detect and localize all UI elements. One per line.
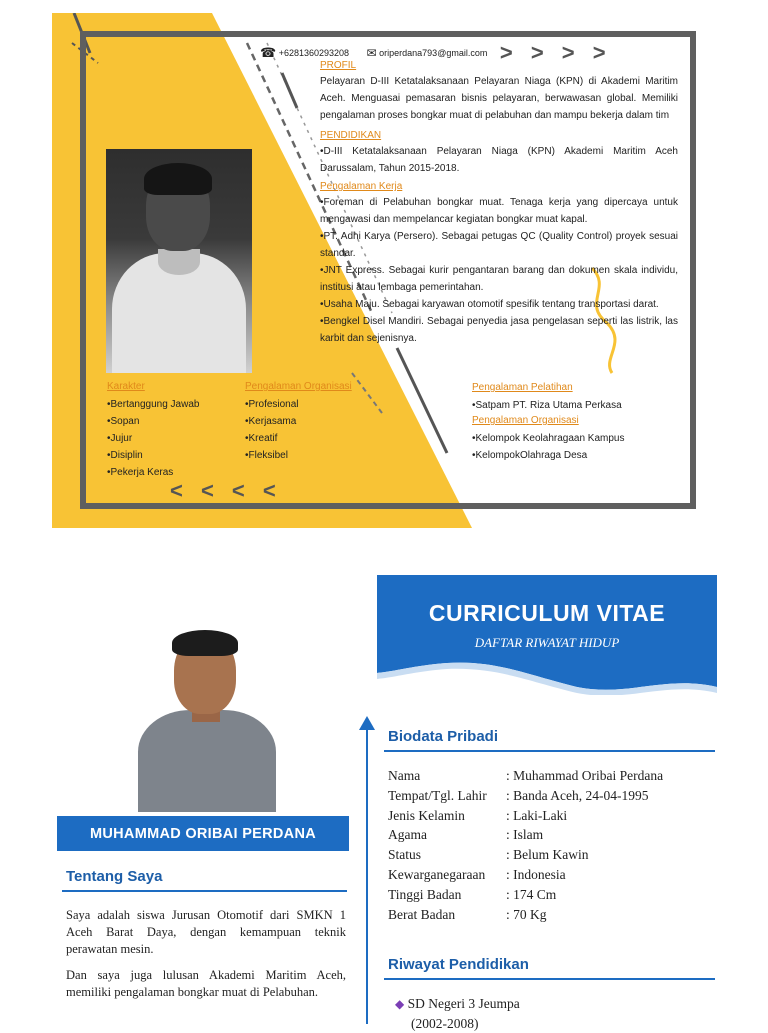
organisasi-right-heading: Pengalaman Organisasi — [472, 415, 579, 426]
email-icon: ✉ — [366, 46, 377, 60]
profil-text: Pelayaran D-III Ketatalaksanaan Pelayaran Niaga (KPN) di Akademi Maritim Aceh. Menguasai pemasaran bisnis pelayaran, berwawasan global. Memiliki pengalaman proses bongkar muat di pelabuhan dan mampu bekerja dalam tim — [320, 76, 678, 121]
biodata-key: Status — [388, 847, 422, 863]
cv-title: CURRICULUM VITAE — [428, 600, 666, 626]
biodata-value: : 174 Cm — [506, 886, 557, 902]
riwayat-pendidikan-rule — [384, 978, 715, 980]
pelatihan-heading: Pengalaman Pelatihan — [472, 382, 573, 393]
phone-icon: ☎ — [260, 45, 277, 60]
biodata-key: Nama — [388, 768, 421, 783]
pendidikan-item: •D-III Ketatalaksanaan Pelayaran Niaga (KPN) Akademi Maritim Aceh Darussalam, Tahun 2015-2018. — [320, 146, 678, 174]
pelatihan-section — [472, 381, 692, 464]
tentang-saya-paragraph-2: Dan saya juga lulusan Akademi Maritim Aceh, memiliki pengalaman bongkar muat di Pelabuhan. — [66, 968, 346, 999]
kerja-item: •Usaha Maju. Sebagai karyawan otomotif spesifik tentang transportasi darat. — [320, 299, 659, 310]
biodata-value: : Banda Aceh, 24-04-1995 — [506, 787, 649, 803]
chevron-right-icons: > > > > — [499, 40, 612, 65]
biodata-value: : Indonesia — [506, 866, 566, 882]
biodata-key: Tempat/Tgl. Lahir — [388, 787, 487, 803]
biodata-heading: Biodata Pribadi — [388, 728, 499, 745]
timeline-line — [366, 720, 368, 1024]
kerja-item: •Bengkel Disel Mandiri. Sebagai penyedia jasa pengelasan seperti las listrik, las karbit dan sejenisnya. — [320, 316, 678, 344]
karakter-item: •Sopan — [107, 416, 140, 427]
karakter-section — [107, 380, 242, 481]
riwayat-pendidikan-heading: Riwayat Pendidikan — [388, 956, 529, 973]
biodata-row — [388, 806, 663, 826]
karakter-item: •Disiplin — [107, 450, 143, 461]
biodata-row — [388, 825, 663, 845]
biodata-value: : Muhammad Oribai Perdana — [506, 768, 664, 783]
karakter-heading: Karakter — [107, 381, 145, 392]
cv-subtitle: DAFTAR RIWAYAT HIDUP — [474, 635, 620, 650]
profil-heading: PROFIL — [320, 60, 357, 71]
tentang-saya-rule — [62, 890, 347, 892]
profile-photo-bw — [106, 149, 252, 373]
biodata-row — [388, 786, 663, 806]
education-years: (2002-2008) — [411, 1016, 479, 1031]
organisasi-right-item: •Kelompok Keolahragaan Kampus — [472, 433, 625, 444]
biodata-value: : Laki-Laki — [506, 807, 568, 823]
biodata-value: : Islam — [506, 827, 544, 843]
cv-page-1 — [52, 13, 716, 528]
pengalaman-kerja-heading: Pengalaman Kerja — [320, 181, 403, 192]
biodata-table — [388, 766, 663, 924]
kerja-item: •Foreman di Pelabuhan bongkar muat. Tenaga kerja yang dipercaya untuk mengawasi dan mempelancar kegiatan bongkar muat kapal. — [320, 197, 678, 225]
arrow-up-icon — [359, 716, 375, 730]
biodata-value: : 70 Kg — [506, 906, 547, 922]
chevron-left-icons: < < < < — [170, 478, 282, 503]
biodata-key: Jenis Kelamin — [388, 807, 465, 823]
tentang-saya-paragraph-1: Saya adalah siswa Jurusan Otomotif dari SMKN 1 Aceh Barat Daya, dengan kemampuan teknik perawatan mesin. — [66, 908, 346, 956]
organisasi-left-item: •Kerjasama — [245, 416, 297, 427]
education-school: SD Negeri 3 Jeumpa — [407, 996, 520, 1011]
pendidikan-heading: PENDIDIKAN — [320, 130, 382, 141]
karakter-item: •Jujur — [107, 433, 133, 444]
biodata-row — [388, 865, 663, 885]
profile-photo-color — [134, 626, 280, 812]
phone-number: +6281360293208 — [278, 48, 350, 58]
organisasi-left-item: •Kreatif — [245, 433, 278, 444]
biodata-value: : Belum Kawin — [506, 847, 589, 863]
biodata-key: Berat Badan — [388, 906, 456, 922]
pelatihan-item: •Satpam PT. Riza Utama Perkasa — [472, 400, 622, 411]
diamond-bullet-icon: ◆ — [395, 997, 405, 1011]
kerja-item: •JNT Express. Sebagai kurir pengantaran barang dan dokumen skala individu, institusi atau lembaga pemerintahan. — [320, 265, 678, 293]
biodata-key: Tinggi Badan — [388, 886, 462, 902]
organisasi-right-item: •KelompokOlahraga Desa — [472, 450, 588, 461]
biodata-row — [388, 905, 663, 925]
biodata-rule — [384, 750, 715, 752]
organisasi-left-item: •Profesional — [245, 399, 299, 410]
biodata-row — [388, 766, 663, 786]
email-address: oriperdana793@gmail.com — [379, 48, 488, 58]
karakter-item: •Pekerja Keras — [107, 467, 174, 478]
name-bar: MUHAMMAD ORIBAI PERDANA — [57, 816, 349, 851]
organisasi-left-heading: Pengalaman Organisasi — [245, 381, 352, 392]
biodata-key: Kewarganegaraan — [388, 866, 486, 882]
organisasi-left-item: •Fleksibel — [245, 450, 288, 461]
kerja-item: •PT. Adhi Karya (Persero). Sebagai petugas QC (Quality Control) proyek sesuai standar. — [320, 231, 678, 259]
biodata-row — [388, 845, 663, 865]
education-item — [395, 994, 520, 1033]
cv1-right-column — [320, 59, 678, 347]
tentang-saya-heading: Tentang Saya — [66, 868, 163, 885]
biodata-row — [388, 885, 663, 905]
organisasi-left-section — [245, 380, 380, 464]
biodata-key: Agama — [388, 827, 427, 843]
karakter-item: •Bertanggung Jawab — [107, 399, 200, 410]
